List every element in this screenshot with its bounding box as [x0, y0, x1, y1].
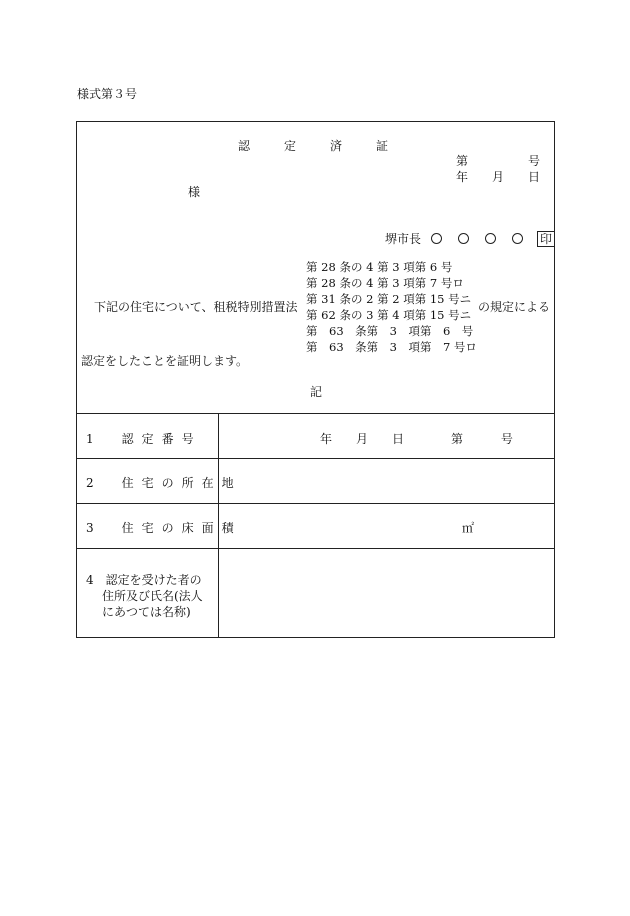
circle-icon — [458, 233, 469, 244]
applicant-label-line: 住所及び氏名(法人 — [102, 589, 203, 603]
law-article: 第 28 条の 4 第 3 項第 6 号 — [306, 260, 453, 274]
certificate-title: 認定済証 — [238, 139, 423, 153]
law-articles-list — [306, 259, 477, 355]
body-tail-text: の規定による — [478, 300, 551, 314]
number-dai: 第 — [456, 154, 469, 168]
row1-month: 月 — [356, 432, 369, 446]
law-article: 第 62 条の 3 第 4 項第 15 号ニ — [306, 308, 472, 322]
certificate-number-line — [456, 152, 540, 169]
date-month: 月 — [491, 170, 504, 184]
row1-number — [451, 430, 513, 447]
table-divider — [76, 458, 555, 459]
seal-mark: 印 — [537, 231, 555, 247]
table-divider — [76, 413, 555, 414]
name-placeholder-circles — [431, 233, 523, 244]
circle-icon — [431, 233, 442, 244]
row-label-location: 2 住宅の所在地 — [86, 476, 242, 490]
row-label-applicant — [86, 572, 203, 620]
applicant-label-line: 4 認定を受けた者の — [86, 573, 202, 587]
law-article: 第 31 条の 2 第 2 項第 15 号ニ — [306, 292, 472, 306]
law-article: 第 28 条の 4 第 3 項第 7 号ロ — [306, 276, 464, 290]
row1-day: 日 — [392, 432, 405, 446]
certificate-date-line — [456, 168, 540, 185]
row1-go: 号 — [500, 432, 513, 446]
certificate-frame — [76, 121, 555, 638]
applicant-label-line: にあつては名称) — [102, 605, 191, 619]
ki-heading: 記 — [310, 385, 323, 399]
law-article: 第 63 条第 3 項第 6 号 — [306, 324, 474, 338]
table-divider — [76, 503, 555, 504]
date-year: 年 — [456, 170, 469, 184]
form-number-label: 様式第３号 — [77, 87, 138, 101]
row-label-certification-number: 1 認定番号 — [86, 432, 202, 446]
date-day: 日 — [527, 170, 540, 184]
addressee-suffix: 様 — [188, 185, 201, 199]
law-article: 第 63 条第 3 項第 7 号ロ — [306, 340, 477, 354]
body-lead-text: 下記の住宅について、租税特別措置法 — [94, 300, 298, 314]
row1-year: 年 — [320, 432, 333, 446]
certify-statement: 認定をしたことを証明します。 — [81, 354, 249, 368]
row1-dai: 第 — [451, 432, 464, 446]
mayor-title: 堺市長 — [385, 232, 422, 246]
mayor-signature — [385, 230, 555, 247]
row1-date — [320, 430, 428, 447]
circle-icon — [485, 233, 496, 244]
row-label-floor-area: 3 住宅の床面積 — [86, 521, 242, 535]
number-go: 号 — [527, 154, 540, 168]
circle-icon — [512, 233, 523, 244]
floor-area-unit: ㎡ — [462, 521, 475, 535]
table-divider — [76, 548, 555, 549]
